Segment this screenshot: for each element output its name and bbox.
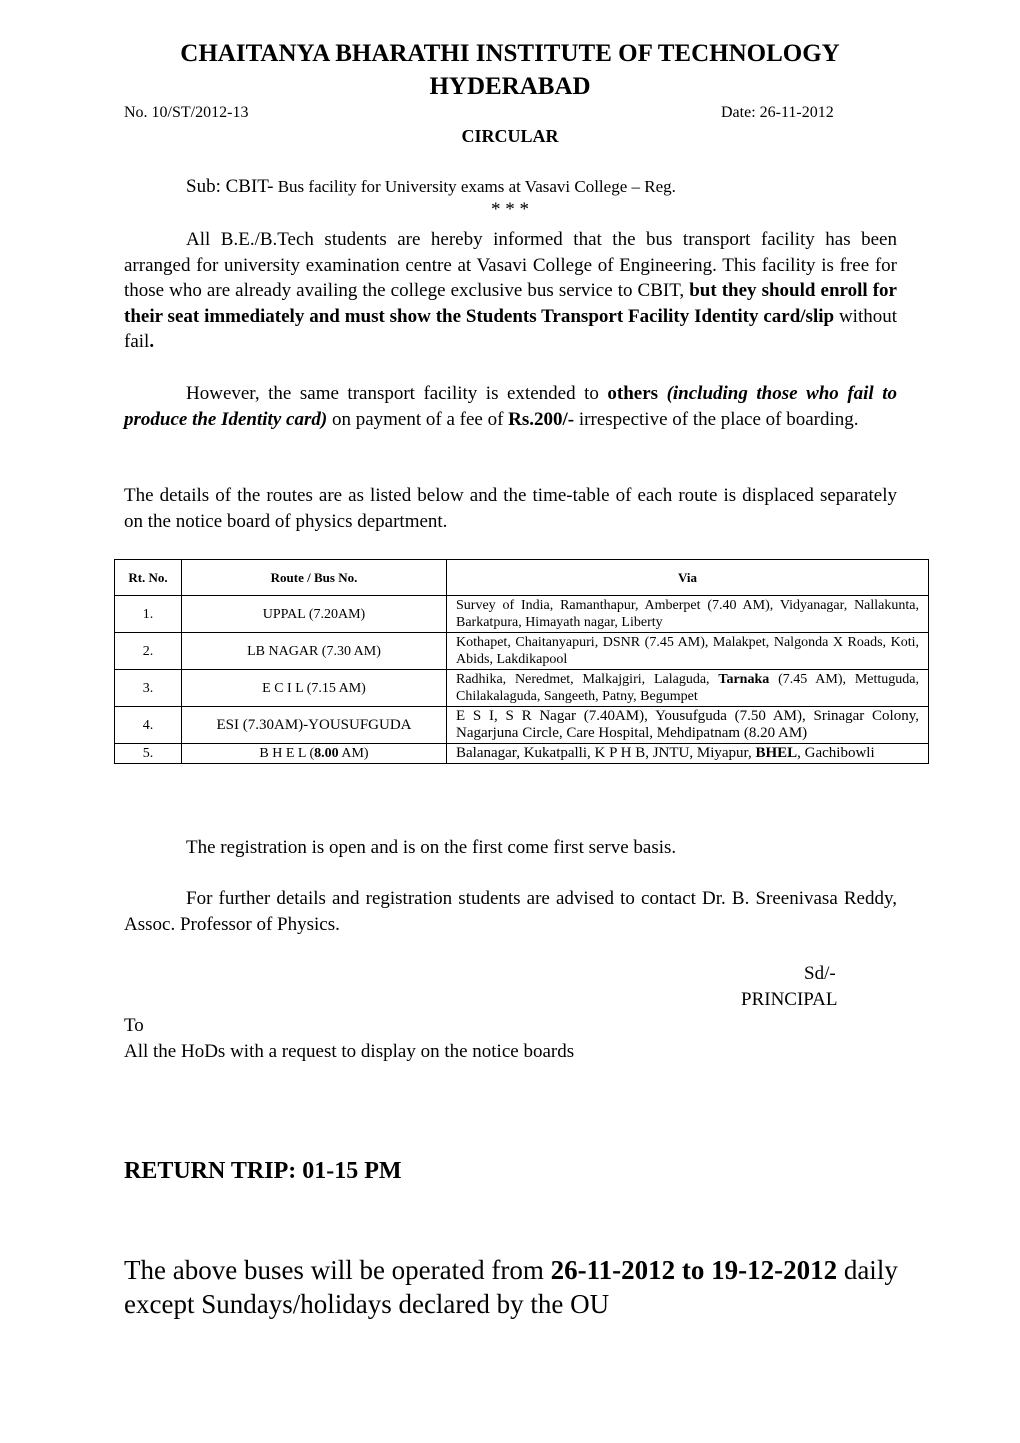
paragraph-routes-info: The details of the routes are as listed below and the time-table of each route is displaced separately on the notice board of physics department. [124,485,897,532]
others-bold: others [607,383,659,404]
route-bus: LB NAGAR (7.30 AM) [182,633,447,670]
others-italic: (including those who fail to produce the Identity card) [124,383,897,430]
route-via: Kothapet, Chaitanyapuri, DSNR (7.45 AM), Malakpet, Nalgonda X Roads, Koti, Abids, Lakdikapool [447,633,929,670]
bus-text: B H E L ( [259,746,315,761]
subject-line [186,176,676,198]
fee-amount: Rs.200/- [508,408,575,430]
bus-text-tail: AM) [338,746,369,761]
subject-separator: * * * [491,199,529,220]
signature-title: PRINCIPAL [741,989,838,1010]
subject-text: Bus facility for University exams at Vasavi College – Reg. [273,177,676,196]
signature-sd: Sd/- [804,963,836,984]
header-via: Via [447,560,929,596]
others-space [658,383,667,404]
recipient-line: All the HoDs with a request to display on the notice boards [124,1041,575,1062]
route-via [447,670,929,707]
fee-tail-text: irrespective of the place of boarding. [574,408,859,430]
intro-tail-text: without fail [124,305,897,352]
paragraph-contact: For further details and registration students are advised to contact Dr. B. Sreenivasa Reddy, Assoc. Professor of Physics. [124,888,897,935]
table-row [115,670,929,707]
intro-bold-text: but they should enroll for their seat immediately and must show the Students Transport Facility Identity card/slip [124,280,897,327]
circular-heading: CIRCULAR [461,126,559,146]
header-route-number: Rt. No. [115,560,182,596]
return-trip: RETURN TRIP: 01-15 PM [124,1158,402,1184]
route-via [447,744,929,764]
table-row [115,744,929,764]
institute-city: HYDERABAD [429,73,591,100]
route-number: 1. [115,596,182,633]
route-bus: E C I L (7.15 AM) [182,670,447,707]
table-row [115,596,929,633]
route-bus: ESI (7.30AM)-YOUSUFGUDA [182,707,447,744]
fee-text: on payment of a fee of [327,408,509,430]
via-text-tail: (7.45 AM), Mettuguda, Chilakalaguda, Sangeeth, Patny, Begumpet [456,672,920,704]
route-via: E S I, S R Nagar (7.40AM), Yousufguda (7.50 AM), Srinagar Colony, Nagarjuna Circle, Care Hospital, Mehdipatnam (8.20 AM) [447,707,929,744]
via-text: Balanagar, Kukatpalli, K P H B, JNTU, Miyapur, [456,745,756,761]
intro-text: All B.E./B.Tech students are hereby informed that the bus transport facility has been arranged for university examination centre at Vasavi College of Engineering. This facility is free for those who are already availing the college exclusive bus service to CBIT, [124,229,897,301]
recipient-to: To [124,1015,144,1036]
paragraph-registration: The registration is open and is on the first come first serve basis. [186,837,677,858]
via-bold: Tarnaka [718,672,770,687]
others-text: However, the same transport facility is extended to [186,383,608,404]
paragraph-others [124,381,897,432]
table-header-row [115,560,929,596]
route-number: 3. [115,670,182,707]
route-number: 5. [115,744,182,764]
operation-text: The above buses will be operated from [124,1255,551,1285]
header-route-bus: Route / Bus No. [182,560,447,596]
routes-table [114,559,929,764]
route-bus [182,744,447,764]
route-number: 4. [115,707,182,744]
route-bus: UPPAL (7.20AM) [182,596,447,633]
operation-dates: 26-11-2012 to 19-12-2012 [550,1255,838,1285]
via-text: Radhika, Neredmet, Malkajgiri, Lalaguda, [456,672,719,687]
route-number: 2. [115,633,182,670]
institute-name: CHAITANYA BHARATHI INSTITUTE OF TECHNOLOGY [180,40,840,67]
subject-prefix: Sub: CBIT- [186,176,274,197]
via-bold: BHEL [755,745,798,761]
operation-notice [124,1253,914,1321]
reference-number: No. 10/ST/2012-13 [124,104,249,121]
paragraph-intro [124,227,897,355]
route-via: Survey of India, Ramanthapur, Amberpet (7.40 AM), Vidyanagar, Nallakunta, Barkatpura, Himayath nagar, Liberty [447,596,929,633]
table-row [115,633,929,670]
via-text-tail: , Gachibowli [797,745,875,761]
table-row [115,707,929,744]
operation-tail-text: daily except Sundays/holidays declared by the OU [124,1255,898,1319]
intro-end: . [149,331,155,352]
circular-date: Date: 26-11-2012 [721,104,834,121]
bus-bold: 8.00 [314,746,339,761]
